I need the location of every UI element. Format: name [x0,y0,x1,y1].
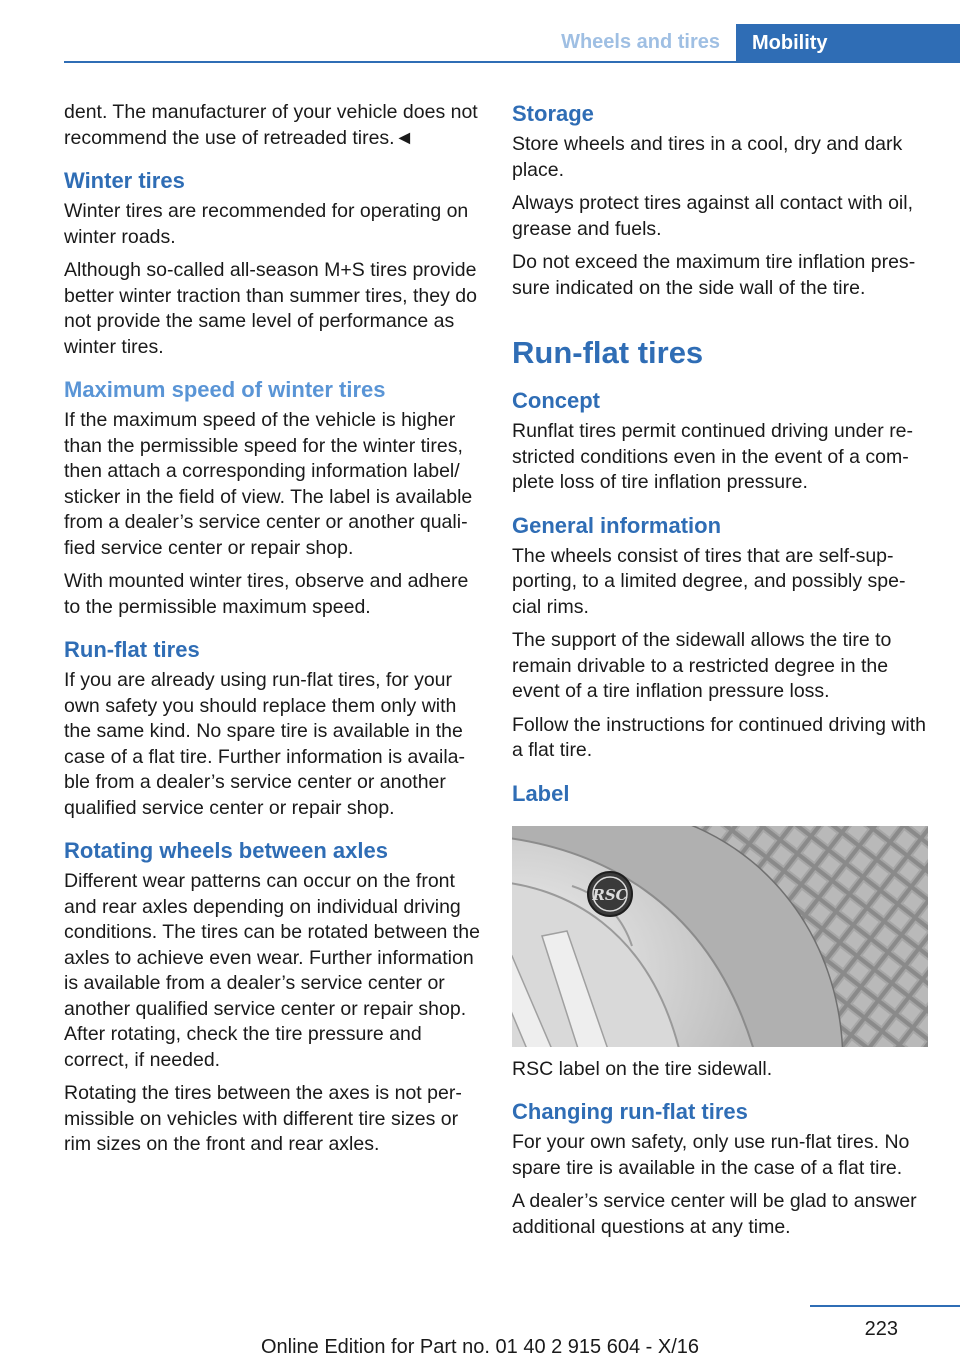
rotating-paragraph: Rotating the tires between the axes is not permissible on vehicles with different tire sizes or rim sizes on the front and rear axles. [64,1082,462,1155]
rotating-heading: Rotating wheels between axles [64,838,388,863]
rotating-paragraph: Different wear patterns can occur on the front and rear axles depending on individual driving conditions. The tires can be rotated between the axles to achieve even wear. Further information is available from a dealer’s service center or another qualified service center or repair shop. After rotating, check the tire pressure and correct, if needed. [64,870,480,1071]
intro-paragraph: dent. The manufacturer of your vehicle does not recommend the use of retreaded tires.◄ [64,101,478,149]
general-info-paragraph: The support of the sidewall allows the tire to remain drivable to a restricted degree in the event of a tire inflation pressure loss. [512,629,892,702]
footer-edition: Online Edition for Part no. 01 40 2 915 604 - X/16 [260,1336,700,1358]
winter-tires-paragraph: Winter tires are recommended for operating on winter roads. [64,200,469,248]
header-rule [64,61,960,63]
max-speed-paragraph: If the maximum speed of the vehicle is higher than the permissible speed for the winter tires, then attach a corresponding information label/ sticker in the field of view. The label is available from a dealer’s service center or another qualified service center or repair shop. [64,409,473,559]
winter-tires-heading: Winter tires [64,168,185,193]
rsc-logo-icon [588,872,632,916]
footer-rule [810,1305,960,1307]
storage-paragraph: Always protect tires against all contact with oil, grease and fuels. [512,192,914,240]
run-flat-paragraph: If you are already using run-flat tires, for your own safety you should replace them only with the same kind. No spare tire is available in the case of a flat tire. Further information is available from a dealer’s service center or another qualified service center or repair shop. [64,669,466,819]
general-info-paragraph: The wheels consist of tires that are self-supporting, to a limited degree, and possibly special rims. [512,544,906,618]
general-info-paragraph: Follow the instructions for continued driving with a flat tire. [512,713,927,761]
changing-heading: Changing run-flat tires [512,1099,748,1124]
right-column [512,100,928,1248]
header-chapter-tab: Mobility [736,24,960,63]
storage-heading: Storage [512,101,594,126]
concept-heading: Concept [512,388,600,413]
svg-text:RSC: RSC [592,885,628,904]
rsc-tire-illustration [512,826,928,1047]
storage-paragraph: Do not exceed the maximum tire inflation pressure indicated on the side wall of the tire. [512,251,916,299]
run-flat-section-title: Run-flat tires [512,335,704,370]
general-info-heading: General information [512,512,722,538]
left-column [64,100,480,1166]
concept-paragraph: Runflat tires permit continued driving under restricted conditions even in the event of a complete loss of tire inflation pressure. [512,420,914,493]
winter-tires-paragraph: Although so-called all-season M+S tires provide better winter traction than summer tires, they do not provide the same level of performance as winter tires. [64,259,477,358]
figure-caption: RSC label on the tire sidewall. [512,1057,773,1080]
run-flat-heading: Run-flat tires [64,637,200,662]
changing-paragraph: A dealer’s service center will be glad to answer additional questions at any time. [512,1190,917,1238]
header-section-title: Wheels and tires [561,31,720,53]
storage-paragraph: Store wheels and tires in a cool, dry and dark place. [512,133,903,181]
max-speed-paragraph: With mounted winter tires, observe and adhere to the permissible maximum speed. [64,570,469,618]
changing-paragraph: For your own safety, only use run-flat tires. No spare tire is available in the case of a flat tire. [512,1131,910,1179]
label-heading: Label [512,780,570,806]
max-speed-heading: Maximum speed of winter tires [64,377,386,402]
page-number: 223 [864,1318,898,1340]
